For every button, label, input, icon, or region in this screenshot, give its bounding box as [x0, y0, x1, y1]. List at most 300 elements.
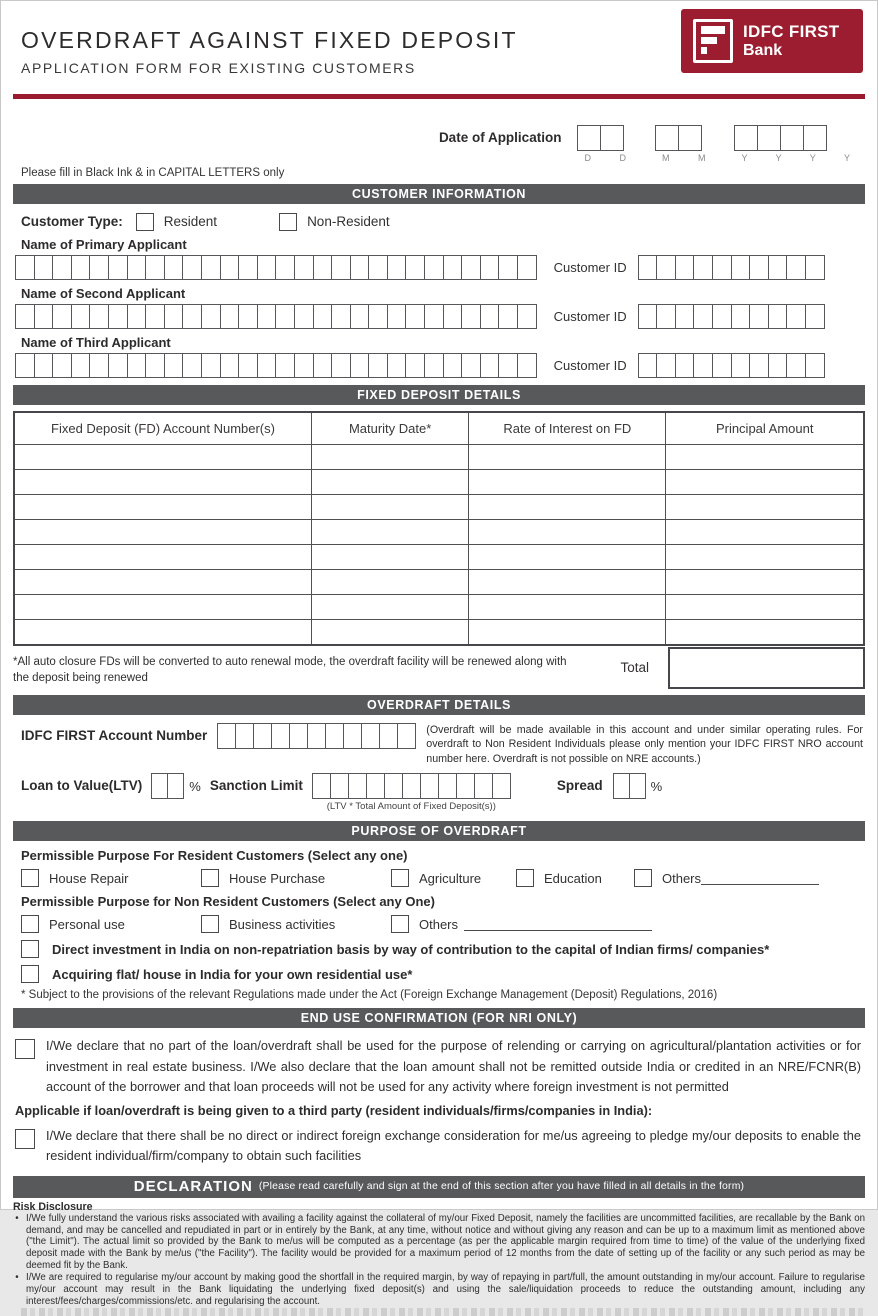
comb-cell[interactable] — [331, 255, 351, 280]
primary-customer-id-field[interactable] — [638, 255, 825, 280]
comb-cell[interactable] — [712, 353, 732, 378]
house-repair-label: House Repair — [49, 870, 129, 886]
fd-table-cell[interactable] — [312, 595, 469, 620]
comb-cell[interactable] — [368, 353, 388, 378]
bullet-icon: • — [15, 1271, 19, 1283]
comb-cell[interactable] — [638, 255, 658, 280]
fd-footnote: *All auto closure FDs will be converted to auto renewal mode, the overdraft facility will be renewed along with the deposit being renewed — [13, 655, 567, 685]
comb-cell[interactable] — [238, 255, 258, 280]
fd-table-cell[interactable] — [469, 445, 666, 470]
comb-cell[interactable] — [498, 353, 518, 378]
fd-table-row — [14, 595, 864, 620]
date-yyyy-group — [734, 125, 863, 163]
end-use-declaration-2-text: I/We declare that there shall be no direct or indirect foreign exchange consideration for me/us agreeing to pledge my/our deposits to enable the resident individual/firm/company to obtain such facilities — [46, 1127, 861, 1164]
comb-cell[interactable] — [387, 353, 407, 378]
comb-cell[interactable] — [257, 255, 277, 280]
non-resident-purpose-heading: Permissible Purpose for Non Resident Customers (Select any One) — [21, 894, 435, 910]
fd-table-footer — [13, 649, 865, 695]
fd-table-cell[interactable] — [14, 470, 312, 495]
comb-cell[interactable] — [167, 773, 184, 799]
comb-cell[interactable] — [201, 353, 221, 378]
comb-cell[interactable] — [15, 353, 35, 378]
comb-cell[interactable] — [757, 125, 781, 151]
spread-label: Spread — [556, 778, 603, 794]
comb-cell[interactable] — [749, 255, 769, 280]
comb-cell[interactable] — [405, 255, 425, 280]
header-divider — [13, 94, 865, 99]
fd-table-row — [14, 470, 864, 495]
ltv-field[interactable] — [151, 773, 184, 799]
purpose-footnote: * Subject to the provisions of the relevant Regulations made under the Act (Foreign Exchange Management (Deposit) Regulations, 2016) — [21, 989, 718, 1002]
comb-cell[interactable] — [424, 255, 444, 280]
comb-cell[interactable] — [294, 353, 314, 378]
fd-table-body — [14, 445, 864, 645]
comb-cell[interactable] — [768, 353, 788, 378]
comb-cell[interactable] — [443, 304, 463, 329]
non-resident-others-checkbox[interactable] — [391, 915, 409, 933]
comb-cell[interactable] — [693, 255, 713, 280]
fill-instruction: Please fill in Black Ink & in CAPITAL LETTERS only — [21, 166, 285, 179]
non-resident-others-fill-line[interactable] — [464, 917, 652, 931]
comb-cell[interactable] — [71, 353, 91, 378]
comb-cell[interactable] — [656, 304, 676, 329]
sanction-limit-note: (LTV * Total Amount of Fixed Deposit(s)) — [326, 801, 496, 813]
end-use-declaration-2 — [15, 1126, 861, 1167]
fd-col-principal-amount: Principal Amount — [666, 412, 864, 445]
form-title: OVERDRAFT AGAINST FIXED DEPOSIT — [21, 27, 518, 53]
direct-investment-option — [21, 940, 857, 958]
resident-others-label: Others — [662, 870, 702, 886]
comb-cell[interactable] — [805, 353, 825, 378]
resident-checkbox[interactable] — [136, 213, 154, 231]
non-resident-label: Non-Resident — [307, 214, 390, 229]
comb-cell[interactable] — [577, 125, 601, 151]
comb-cell[interactable] — [275, 255, 295, 280]
date-of-application-row — [1, 125, 863, 163]
fd-table-cell[interactable] — [469, 545, 666, 570]
customer-type-row — [21, 213, 857, 231]
agriculture-label: Agriculture — [419, 870, 482, 886]
date-dd-group — [577, 125, 639, 163]
direct-investment-label: Direct investment in India on non-repatriation basis by way of contribution to the capital of Indian firms/ companies* — [52, 941, 770, 957]
comb-cell[interactable] — [294, 304, 314, 329]
acquiring-flat-option — [21, 965, 857, 983]
comb-cell[interactable] — [803, 125, 827, 151]
third-customer-id-label: Customer ID — [553, 357, 627, 373]
fd-table-cell[interactable] — [312, 445, 469, 470]
ltv-sanction-row — [21, 773, 863, 812]
comb-cell[interactable] — [127, 304, 147, 329]
comb-cell[interactable] — [15, 255, 35, 280]
fd-table-cell[interactable] — [666, 545, 864, 570]
declaration-bar-note: (Please read carefully and sign at the end of this section after you have filled in all details in the form) — [258, 1181, 745, 1193]
form-subtitle: APPLICATION FORM FOR EXISTING CUSTOMERS — [21, 60, 416, 76]
comb-cell[interactable] — [348, 773, 367, 799]
fd-col-rate-of-interest: Rate of Interest on FD — [469, 412, 666, 445]
comb-cell[interactable] — [387, 304, 407, 329]
fd-table-row — [14, 545, 864, 570]
fd-table-cell[interactable] — [469, 495, 666, 520]
fd-table-cell[interactable] — [312, 545, 469, 570]
comb-cell[interactable] — [253, 723, 272, 749]
fd-table-cell[interactable] — [312, 470, 469, 495]
fd-table-cell[interactable] — [469, 570, 666, 595]
section-customer-information: CUSTOMER INFORMATION — [13, 184, 865, 204]
comb-cell[interactable] — [678, 125, 702, 151]
comb-cell[interactable] — [235, 723, 254, 749]
comb-cell[interactable] — [313, 255, 333, 280]
comb-cell[interactable] — [805, 255, 825, 280]
non-resident-others-label: Others — [419, 916, 459, 932]
comb-cell[interactable] — [151, 773, 168, 799]
comb-cell[interactable] — [350, 353, 370, 378]
fd-table-cell[interactable] — [14, 620, 312, 645]
primary-customer-id-label: Customer ID — [553, 259, 627, 275]
comb-cell[interactable] — [164, 304, 184, 329]
comb-cell[interactable] — [693, 353, 713, 378]
comb-cell[interactable] — [257, 304, 277, 329]
fd-table-cell[interactable] — [666, 470, 864, 495]
comb-cell[interactable] — [498, 255, 518, 280]
comb-cell[interactable] — [693, 304, 713, 329]
end-use-declaration-2-checkbox[interactable] — [15, 1129, 35, 1149]
comb-cell[interactable] — [731, 353, 751, 378]
fd-table-cell[interactable] — [666, 620, 864, 645]
account-number-row — [21, 723, 863, 767]
house-repair-checkbox[interactable] — [21, 869, 39, 887]
comb-cell[interactable] — [313, 304, 333, 329]
comb-cell[interactable] — [331, 304, 351, 329]
comb-cell[interactable] — [34, 353, 54, 378]
comb-cell[interactable] — [613, 773, 630, 799]
risk-bullet-2-text: I/We are required to regularise my/our account by making good the shortfall in the required margin, by way of repaying in part/full, the amount outstanding in my/our account. Failure to regularise my/our account may result in the Bank liquidating the underlying fixed deposit(s) and using the sale/liquidation proceeds to reduce the outstanding amount, including any interest/fees/charges/commissions/etc. and regularising the account. — [26, 1271, 865, 1307]
comb-cell[interactable] — [238, 353, 258, 378]
fd-table-cell[interactable] — [666, 595, 864, 620]
comb-cell[interactable] — [201, 304, 221, 329]
idfc-f-icon — [693, 19, 733, 63]
logo-line1: IDFC FIRST — [743, 22, 840, 42]
end-use-declaration-1-checkbox[interactable] — [15, 1039, 35, 1059]
fd-table-row — [14, 445, 864, 470]
third-applicant-name-field[interactable] — [15, 353, 537, 378]
comb-cell[interactable] — [257, 353, 277, 378]
education-checkbox[interactable] — [516, 869, 534, 887]
fd-col-account-number: Fixed Deposit (FD) Account Number(s) — [14, 412, 312, 445]
comb-cell[interactable] — [71, 304, 91, 329]
comb-cell[interactable] — [749, 304, 769, 329]
comb-cell[interactable] — [517, 304, 537, 329]
date-mm-boxes[interactable] — [655, 125, 719, 151]
risk-bullet-1 — [13, 1213, 865, 1272]
comb-cell[interactable] — [220, 353, 240, 378]
comb-cell[interactable] — [108, 255, 128, 280]
account-number-note: (Overdraft will be made available in this account and under similar operating rules. For overdraft to Non Resident Individuals please only mention your IDFC FIRST NRO account number here. Overdraft is not possible on NRE accounts.) — [426, 723, 863, 765]
fd-table-cell[interactable] — [312, 620, 469, 645]
account-number-label: IDFC FIRST Account Number — [21, 727, 208, 743]
comb-cell[interactable] — [217, 723, 236, 749]
house-purchase-checkbox[interactable] — [201, 869, 219, 887]
comb-cell[interactable] — [731, 304, 751, 329]
comb-cell[interactable] — [600, 125, 624, 151]
comb-cell[interactable] — [768, 255, 788, 280]
comb-cell[interactable] — [786, 255, 806, 280]
comb-cell[interactable] — [34, 255, 54, 280]
comb-cell[interactable] — [638, 304, 658, 329]
comb-cell[interactable] — [307, 723, 326, 749]
comb-cell[interactable] — [127, 255, 147, 280]
comb-cell[interactable] — [768, 304, 788, 329]
comb-cell[interactable] — [443, 255, 463, 280]
comb-cell[interactable] — [294, 255, 314, 280]
resident-purpose-heading: Permissible Purpose For Resident Customers (Select any one) — [21, 848, 408, 864]
comb-cell[interactable] — [350, 255, 370, 280]
second-applicant-label: Name of Second Applicant — [21, 285, 186, 301]
comb-cell[interactable] — [786, 353, 806, 378]
comb-cell[interactable] — [331, 353, 351, 378]
comb-cell[interactable] — [420, 773, 439, 799]
comb-cell[interactable] — [780, 125, 804, 151]
fd-table-row — [14, 570, 864, 595]
spread-field[interactable] — [613, 773, 646, 799]
comb-cell[interactable] — [164, 353, 184, 378]
comb-cell[interactable] — [275, 353, 295, 378]
comb-cell[interactable] — [330, 773, 349, 799]
third-applicant-row — [15, 353, 863, 378]
business-activities-checkbox[interactable] — [201, 915, 219, 933]
date-dd-sublabel: D D — [584, 152, 639, 163]
form-header — [1, 1, 877, 76]
comb-cell[interactable] — [89, 255, 109, 280]
comb-cell[interactable] — [731, 255, 751, 280]
comb-cell[interactable] — [675, 304, 695, 329]
comb-cell[interactable] — [220, 255, 240, 280]
comb-cell[interactable] — [52, 255, 72, 280]
fd-table-cell[interactable] — [14, 445, 312, 470]
comb-cell[interactable] — [52, 304, 72, 329]
fd-table-row — [14, 620, 864, 645]
comb-cell[interactable] — [368, 304, 388, 329]
comb-cell[interactable] — [108, 353, 128, 378]
fd-table-cell[interactable] — [312, 520, 469, 545]
date-yyyy-boxes[interactable] — [734, 125, 863, 151]
comb-cell[interactable] — [402, 773, 421, 799]
comb-cell[interactable] — [675, 255, 695, 280]
second-applicant-row — [15, 304, 863, 329]
fd-table-cell[interactable] — [469, 620, 666, 645]
total-amount-box[interactable] — [668, 647, 865, 689]
ltv-label: Loan to Value(LTV) — [21, 778, 143, 794]
fd-table — [13, 411, 865, 646]
comb-cell[interactable] — [492, 773, 511, 799]
spread-percent-sign: % — [650, 779, 663, 795]
comb-cell[interactable] — [480, 255, 500, 280]
comb-cell[interactable] — [629, 773, 646, 799]
resident-others-fill-line[interactable] — [701, 871, 819, 885]
risk-disclosure-heading: Risk Disclosure — [13, 1200, 93, 1213]
comb-cell[interactable] — [15, 304, 35, 329]
comb-cell[interactable] — [712, 255, 732, 280]
comb-cell[interactable] — [655, 125, 679, 151]
comb-cell[interactable] — [675, 353, 695, 378]
comb-cell[interactable] — [405, 353, 425, 378]
end-use-declaration-1-text: I/We declare that no part of the loan/overdraft shall be used for the purpose of relending or carrying on agricultural/plantation activities or for investment in real estate business. I/We also declare that the loan amount shall not be remitted outside India or credited in an NRE/FCNR(B) account of the borrower and that loan proceeds will not be used for any activity where foreign investment is not permitted — [46, 1038, 861, 1095]
fd-table-cell[interactable] — [312, 570, 469, 595]
comb-cell[interactable] — [480, 304, 500, 329]
section-purpose-of-overdraft: PURPOSE OF OVERDRAFT — [13, 821, 865, 841]
comb-cell[interactable] — [127, 353, 147, 378]
comb-cell[interactable] — [656, 353, 676, 378]
comb-cell[interactable] — [164, 255, 184, 280]
comb-cell[interactable] — [325, 723, 344, 749]
comb-cell[interactable] — [312, 773, 331, 799]
account-number-field[interactable] — [217, 723, 416, 767]
non-resident-purpose-options — [21, 915, 857, 933]
comb-cell[interactable] — [289, 723, 308, 749]
total-label: Total — [620, 659, 649, 675]
comb-cell[interactable] — [343, 723, 362, 749]
comb-cell[interactable] — [145, 353, 165, 378]
comb-cell[interactable] — [201, 255, 221, 280]
comb-cell[interactable] — [275, 304, 295, 329]
house-purchase-label: House Purchase — [229, 870, 326, 886]
education-label: Education — [544, 870, 602, 886]
non-resident-checkbox[interactable] — [279, 213, 297, 231]
fd-table-cell[interactable] — [666, 495, 864, 520]
comb-cell[interactable] — [220, 304, 240, 329]
comb-cell[interactable] — [443, 353, 463, 378]
comb-cell[interactable] — [145, 304, 165, 329]
business-activities-label: Business activities — [229, 916, 336, 932]
comb-cell[interactable] — [461, 255, 481, 280]
risk-bullet-2 — [13, 1272, 865, 1307]
fd-table-cell[interactable] — [14, 495, 312, 520]
comb-cell[interactable] — [712, 304, 732, 329]
fd-table-cell[interactable] — [469, 520, 666, 545]
comb-cell[interactable] — [517, 255, 537, 280]
date-of-application-label: Date of Application — [438, 129, 562, 145]
section-declaration — [13, 1176, 865, 1198]
comb-cell[interactable] — [34, 304, 54, 329]
sanction-limit-field[interactable] — [312, 773, 511, 799]
comb-cell[interactable] — [456, 773, 475, 799]
acquiring-flat-label: Acquiring flat/ house in India for your own residential use* — [52, 966, 413, 982]
comb-cell[interactable] — [182, 255, 202, 280]
fd-table-cell[interactable] — [469, 595, 666, 620]
date-yyyy-sublabel: Y Y Y Y — [741, 152, 863, 163]
comb-cell[interactable] — [384, 773, 403, 799]
cut-off-text-line — [21, 1308, 865, 1316]
second-customer-id-label: Customer ID — [553, 308, 627, 324]
comb-cell[interactable] — [387, 255, 407, 280]
comb-cell[interactable] — [71, 255, 91, 280]
declaration-title: DECLARATION — [133, 1178, 253, 1196]
fd-table-cell[interactable] — [14, 595, 312, 620]
comb-cell[interactable] — [368, 255, 388, 280]
customer-type-label: Customer Type: — [21, 214, 123, 229]
direct-investment-checkbox[interactable] — [21, 940, 39, 958]
fd-table-cell[interactable] — [666, 520, 864, 545]
comb-cell[interactable] — [89, 304, 109, 329]
third-applicant-label: Name of Third Applicant — [21, 334, 171, 350]
risk-bullet-1-text: I/We fully understand the various risks associated with availing a facility against the collateral of my/our Fixed Deposit, namely the facilities are uncommitted facilities, are recallable by the Bank on demand, and may be cancelled and repudiated in part or in entirely by the Bank, at any time, without notice and without giving any reason and can be up to a maximum limit as mentioned above ("the Limit"). The actual limit so provided by the Bank to me/us will be computed as a percentage (as per the applicable margin required from time to time) of the value of the underlying fixed deposit made with the Bank by me/us ("the Facility"). The facility would be provided for a maximum period of 12 months from the date of setting up of the facility or any such period as may be deemed fit by the Bank. — [26, 1212, 865, 1272]
comb-cell[interactable] — [108, 304, 128, 329]
third-customer-id-field[interactable] — [638, 353, 825, 378]
comb-cell[interactable] — [461, 304, 481, 329]
fd-table-cell[interactable] — [666, 445, 864, 470]
comb-cell[interactable] — [238, 304, 258, 329]
comb-cell[interactable] — [271, 723, 290, 749]
comb-cell[interactable] — [498, 304, 518, 329]
comb-cell[interactable] — [480, 353, 500, 378]
third-party-heading: Applicable if loan/overdraft is being given to a third party (resident individuals/firms/companies in India): — [15, 1102, 653, 1118]
comb-cell[interactable] — [405, 304, 425, 329]
personal-use-label: Personal use — [49, 916, 125, 932]
comb-cell[interactable] — [397, 723, 416, 749]
comb-cell[interactable] — [52, 353, 72, 378]
comb-cell[interactable] — [424, 304, 444, 329]
fd-table-row — [14, 495, 864, 520]
date-dd-boxes[interactable] — [577, 125, 639, 151]
comb-cell[interactable] — [805, 304, 825, 329]
comb-cell[interactable] — [517, 353, 537, 378]
resident-label: Resident — [163, 214, 218, 229]
second-applicant-name-field[interactable] — [15, 304, 537, 329]
personal-use-checkbox[interactable] — [21, 915, 39, 933]
comb-cell[interactable] — [379, 723, 398, 749]
fd-table-cell[interactable] — [312, 495, 469, 520]
comb-cell[interactable] — [786, 304, 806, 329]
fd-table-cell[interactable] — [14, 570, 312, 595]
idfc-first-bank-logo — [681, 9, 863, 73]
fd-table-cell[interactable] — [469, 470, 666, 495]
date-mm-group — [655, 125, 719, 163]
comb-cell[interactable] — [182, 353, 202, 378]
comb-cell[interactable] — [182, 304, 202, 329]
comb-cell[interactable] — [656, 255, 676, 280]
comb-cell[interactable] — [366, 773, 385, 799]
section-fixed-deposit-details: FIXED DEPOSIT DETAILS — [13, 385, 865, 405]
primary-applicant-name-field[interactable] — [15, 255, 537, 280]
resident-others-checkbox[interactable] — [634, 869, 652, 887]
fd-table-cell[interactable] — [666, 570, 864, 595]
comb-cell[interactable] — [438, 773, 457, 799]
comb-cell[interactable] — [749, 353, 769, 378]
section-end-use-confirmation: END USE CONFIRMATION (FOR NRI ONLY) — [13, 1008, 865, 1028]
sanction-limit-label: Sanction Limit — [209, 778, 303, 794]
resident-purpose-options — [21, 869, 857, 887]
comb-cell[interactable] — [350, 304, 370, 329]
comb-cell[interactable] — [461, 353, 481, 378]
comb-cell[interactable] — [734, 125, 758, 151]
comb-cell[interactable] — [424, 353, 444, 378]
comb-cell[interactable] — [145, 255, 165, 280]
comb-cell[interactable] — [313, 353, 333, 378]
fd-table-cell[interactable] — [14, 520, 312, 545]
comb-cell[interactable] — [638, 353, 658, 378]
comb-cell[interactable] — [474, 773, 493, 799]
comb-cell[interactable] — [361, 723, 380, 749]
second-customer-id-field[interactable] — [638, 304, 825, 329]
date-mm-sublabel: M M — [661, 152, 719, 163]
fd-table-cell[interactable] — [14, 545, 312, 570]
agriculture-checkbox[interactable] — [391, 869, 409, 887]
comb-cell[interactable] — [89, 353, 109, 378]
acquiring-flat-checkbox[interactable] — [21, 965, 39, 983]
fd-col-maturity-date: Maturity Date* — [312, 412, 469, 445]
section-overdraft-details: OVERDRAFT DETAILS — [13, 695, 865, 715]
ltv-percent-sign: % — [189, 779, 201, 795]
logo-line2: Bank — [743, 41, 783, 59]
